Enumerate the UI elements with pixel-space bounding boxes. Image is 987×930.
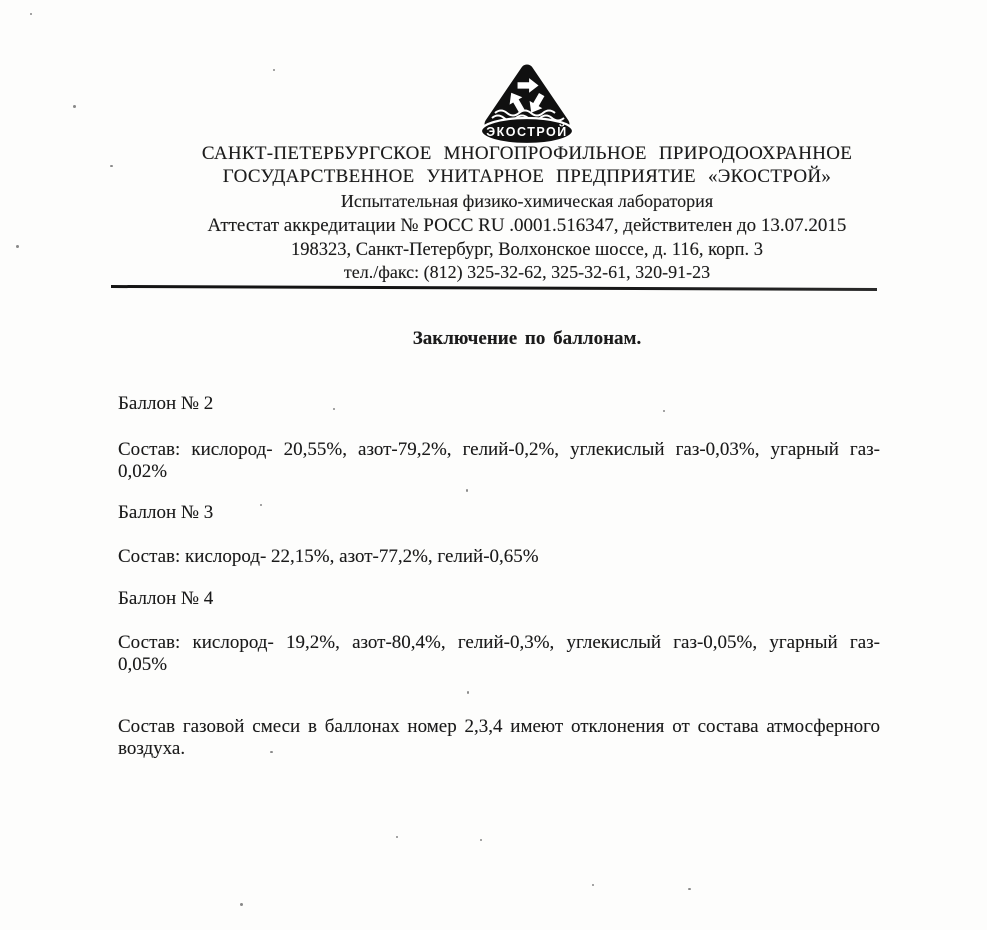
laboratory-line: Испытательная физико-химическая лаборатория xyxy=(340,191,714,211)
org-name-line2: ГОСУДАРСТВЕННОЕ УНИТАРНОЕ ПРЕДПРИЯТИЕ «ЭКОСТРОЙ» xyxy=(222,166,832,187)
cylinder-4-label: Баллон № 4 xyxy=(118,588,214,609)
composition-line-1: Состав: кислород- 20,55%, азот-79,2%, гелий-0,2%, углекислый газ-0,03%, угарный газ- xyxy=(118,439,880,460)
cylinder-3-composition xyxy=(118,546,880,568)
speckle xyxy=(466,489,468,492)
speckle xyxy=(260,504,262,506)
cylinder-4-composition xyxy=(118,632,880,676)
speckle xyxy=(240,903,243,906)
speckle xyxy=(110,165,113,167)
document-title: Заключение по баллонам. xyxy=(412,328,642,349)
letterhead-divider xyxy=(111,285,877,291)
accreditation-line: Аттестат аккредитации № РОСС RU .0001.516347, действителен до 13.07.2015 xyxy=(207,215,847,236)
speckle xyxy=(592,884,594,886)
address-line: 198323, Санкт-Петербург, Волхонское шоссе, д. 116, корп. 3 xyxy=(290,240,764,260)
ecostroy-logo xyxy=(477,60,577,148)
conclusion-line-1: Состав газовой смеси в баллонах номер 2,3,4 имеют отклонения от состава атмосферного xyxy=(118,716,880,737)
cylinder-3-label: Баллон № 3 xyxy=(118,502,214,523)
phone-line: тел./факс: (812) 325-32-62, 325-32-61, 320-91-23 xyxy=(343,262,711,282)
speckle xyxy=(333,408,335,410)
speckle xyxy=(480,839,482,841)
speckle xyxy=(73,105,76,108)
logo-banner-text: ЭКОСТРОЙ xyxy=(486,125,568,139)
speckle xyxy=(273,69,275,71)
conclusion-line-2: воздуха. xyxy=(118,738,186,759)
speckle xyxy=(30,13,32,15)
speckle xyxy=(270,751,273,753)
cylinder-2-label: Баллон № 2 xyxy=(118,393,214,414)
composition-line-1: Состав: кислород- 19,2%, азот-80,4%, гелий-0,3%, углекислый газ-0,05%, угарный газ- xyxy=(118,632,880,653)
speckle xyxy=(16,245,19,248)
composition-line-1: Состав: кислород- 22,15%, азот-77,2%, гелий-0,65% xyxy=(118,546,539,567)
org-name-line1: САНКТ-ПЕТЕРБУРГСКОЕ МНОГОПРОФИЛЬНОЕ ПРИРОДООХРАННОЕ xyxy=(201,143,853,164)
composition-line-2: 0,02% xyxy=(118,461,168,482)
recycle-triangle-icon xyxy=(477,60,577,148)
conclusion-paragraph xyxy=(118,716,880,760)
speckle xyxy=(663,410,665,412)
speckle xyxy=(688,888,691,890)
speckle xyxy=(396,836,398,838)
cylinder-2-composition xyxy=(118,439,880,483)
speckle xyxy=(467,691,469,694)
composition-line-2: 0,05% xyxy=(118,654,168,675)
